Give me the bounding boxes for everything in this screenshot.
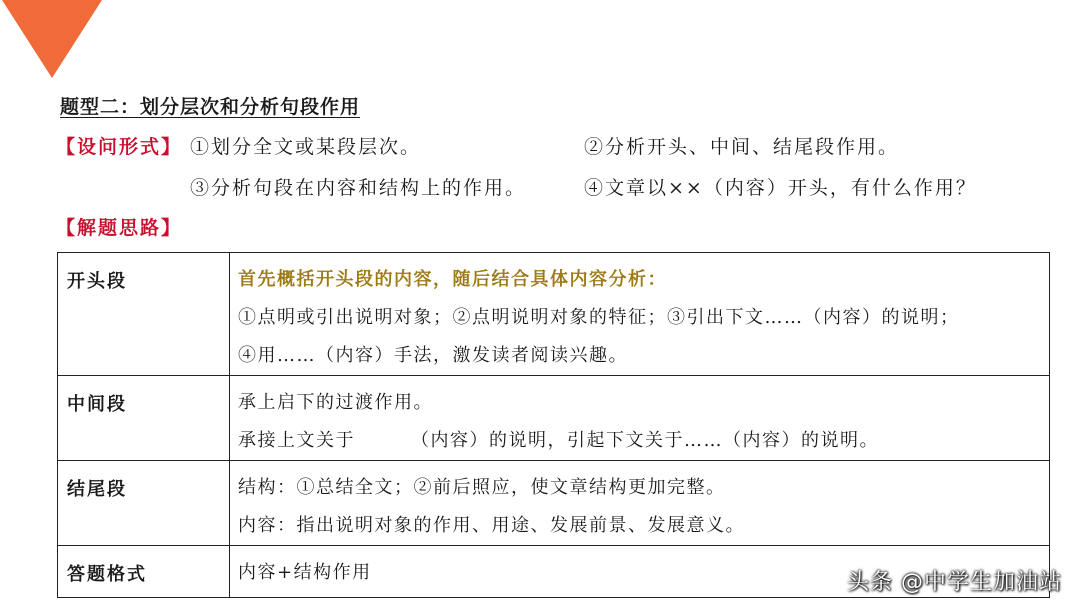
table-row <box>58 376 1050 461</box>
opening-summary-line: 首先概括开头段的内容，随后结合具体内容分析： <box>238 269 667 290</box>
watermark: 头条 @中学生加油站 <box>847 570 1062 595</box>
row-label-middle: 中间段 <box>58 376 230 461</box>
ending-line-1: 结构：①总结全文；②前后照应，使文章结构更加完整。 <box>238 477 726 498</box>
format-line-1: 内容+结构作用 <box>238 562 372 583</box>
row-content-ending <box>230 461 1050 546</box>
opening-line-2: ①点明或引出说明对象；②点明说明对象的特征；③引出下文……（内容）的说明； <box>238 307 960 328</box>
table-row <box>58 461 1050 546</box>
question-item-1: ①划分全文或某段层次。 <box>190 136 422 158</box>
table-row <box>58 253 1050 376</box>
middle-line-2a: 承接上文关于 <box>238 430 355 451</box>
row-content-opening <box>230 253 1050 376</box>
question-item-2: ②分析开头、中间、结尾段作用。 <box>584 136 900 158</box>
approach-label <box>56 213 182 240</box>
middle-line-2b: （内容）的说明，引起下文关于……（内容）的说明。 <box>411 430 879 451</box>
question-item-4: ④文章以××（内容）开头，有什么作用？ <box>584 177 977 199</box>
row-label-ending: 结尾段 <box>58 461 230 546</box>
approach-table <box>57 252 1050 598</box>
decorative-triangle <box>2 0 102 78</box>
row-label-format: 答题格式 <box>58 546 230 598</box>
middle-line-1: 承上启下的过渡作用。 <box>238 392 433 413</box>
middle-line-2 <box>238 422 1049 460</box>
approach-bracket: 【解题思路】 <box>56 217 183 239</box>
question-forms-label <box>56 132 182 159</box>
opening-line-3: ④用……（内容）手法，激发读者阅读兴趣。 <box>238 345 628 366</box>
row-label-opening: 开头段 <box>58 253 230 376</box>
ending-line-2: 内容：指出说明对象的作用、用途、发展前景、发展意义。 <box>238 515 745 536</box>
question-forms-bracket: 【设问形式】 <box>56 136 183 158</box>
row-content-middle <box>230 376 1050 461</box>
question-item-3: ③分析句段在内容和结构上的作用。 <box>190 177 527 199</box>
section-heading: 题型二：划分层次和分析句段作用 <box>60 96 361 118</box>
